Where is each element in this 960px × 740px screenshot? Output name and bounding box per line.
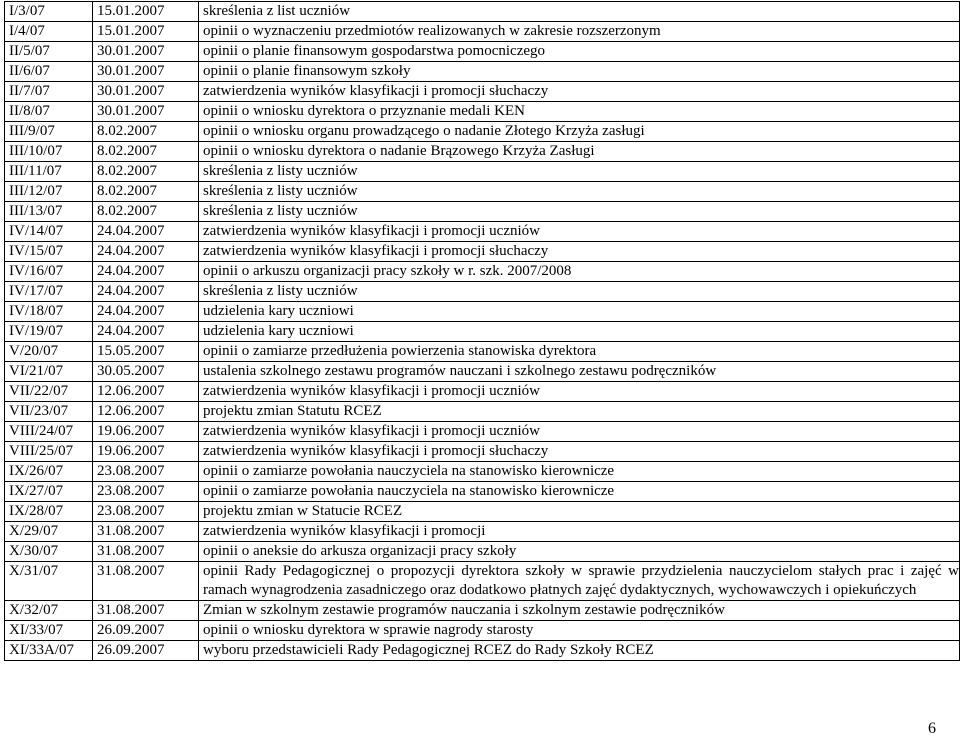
resolution-date: 8.02.2007 (93, 162, 199, 182)
resolution-description: opinii o planie finansowym szkoły (199, 62, 960, 82)
resolution-description: projektu zmian Statutu RCEZ (199, 402, 960, 422)
resolution-description: skreślenia z listy uczniów (199, 282, 960, 302)
resolution-date: 31.08.2007 (93, 601, 199, 621)
table-row (5, 262, 960, 282)
table-row (5, 202, 960, 222)
resolution-number: III/10/07 (5, 142, 93, 162)
resolution-number: VIII/25/07 (5, 442, 93, 462)
resolution-number: V/20/07 (5, 342, 93, 362)
resolution-description: projektu zmian w Statucie RCEZ (199, 502, 960, 522)
table-row (5, 102, 960, 122)
resolution-description: zatwierdzenia wyników klasyfikacji i promocji słuchaczy (199, 82, 960, 102)
resolution-number: IV/17/07 (5, 282, 93, 302)
resolution-date: 23.08.2007 (93, 502, 199, 522)
resolution-description: zatwierdzenia wyników klasyfikacji i promocji uczniów (199, 222, 960, 242)
table-row (5, 182, 960, 202)
resolution-number: II/7/07 (5, 82, 93, 102)
resolution-date: 15.05.2007 (93, 342, 199, 362)
resolution-date: 23.08.2007 (93, 482, 199, 502)
table-row (5, 442, 960, 462)
table-row (5, 302, 960, 322)
resolution-date: 15.01.2007 (93, 22, 199, 42)
resolution-number: II/6/07 (5, 62, 93, 82)
table-row (5, 282, 960, 302)
resolution-date: 24.04.2007 (93, 262, 199, 282)
resolution-description: udzielenia kary uczniowi (199, 302, 960, 322)
resolution-description: Zmian w szkolnym zestawie programów nauczania i szkolnym zestawie podręczników (199, 601, 960, 621)
resolution-number: IV/14/07 (5, 222, 93, 242)
resolution-date: 24.04.2007 (93, 322, 199, 342)
table-row (5, 2, 960, 22)
page-number: 6 (928, 720, 936, 737)
resolution-number: VII/22/07 (5, 382, 93, 402)
table-row (5, 562, 960, 601)
table-row (5, 621, 960, 641)
table-row (5, 641, 960, 661)
resolution-date: 19.06.2007 (93, 442, 199, 462)
resolution-description: opinii Rady Pedagogicznej o propozycji dyrektora szkoły w sprawie przydzielenia nauczycielom stałych prac i zajęć w ramach wynagrodzenia zasadniczego oraz dodatkowo płatnych zajęć dydaktycznych, wychowawczych i opiekuńczych (199, 562, 960, 601)
resolution-description: opinii o wniosku dyrektora o przyznanie medali KEN (199, 102, 960, 122)
resolution-number: IV/15/07 (5, 242, 93, 262)
table-row (5, 462, 960, 482)
resolution-number: IX/28/07 (5, 502, 93, 522)
resolution-description: opinii o planie finansowym gospodarstwa pomocniczego (199, 42, 960, 62)
table-row (5, 222, 960, 242)
resolution-description: opinii o wniosku organu prowadzącego o nadanie Złotego Krzyża zasługi (199, 122, 960, 142)
resolution-description: udzielenia kary uczniowi (199, 322, 960, 342)
table-row (5, 242, 960, 262)
table-row (5, 402, 960, 422)
resolution-description: opinii o wniosku dyrektora o nadanie Brązowego Krzyża Zasługi (199, 142, 960, 162)
table-row (5, 62, 960, 82)
resolution-number: II/5/07 (5, 42, 93, 62)
resolution-number: IX/27/07 (5, 482, 93, 502)
resolution-date: 30.01.2007 (93, 102, 199, 122)
resolution-description: skreślenia z listy uczniów (199, 162, 960, 182)
resolution-date: 31.08.2007 (93, 542, 199, 562)
table-row (5, 162, 960, 182)
resolution-date: 26.09.2007 (93, 621, 199, 641)
resolution-date: 12.06.2007 (93, 402, 199, 422)
resolution-number: XI/33/07 (5, 621, 93, 641)
resolution-number: VII/23/07 (5, 402, 93, 422)
resolution-description: zatwierdzenia wyników klasyfikacji i promocji uczniów (199, 422, 960, 442)
resolution-description: zatwierdzenia wyników klasyfikacji i promocji uczniów (199, 382, 960, 402)
resolution-description: zatwierdzenia wyników klasyfikacji i promocji słuchaczy (199, 242, 960, 262)
resolution-number: IV/16/07 (5, 262, 93, 282)
table-row (5, 542, 960, 562)
resolution-date: 26.09.2007 (93, 641, 199, 661)
table-row (5, 22, 960, 42)
resolution-description: opinii o zamiarze powołania nauczyciela na stanowisko kierownicze (199, 462, 960, 482)
resolution-number: III/12/07 (5, 182, 93, 202)
resolution-date: 24.04.2007 (93, 242, 199, 262)
resolution-date: 24.04.2007 (93, 302, 199, 322)
table-row (5, 522, 960, 542)
resolution-description: skreślenia z list uczniów (199, 2, 960, 22)
table-row (5, 142, 960, 162)
resolution-number: X/30/07 (5, 542, 93, 562)
table-row (5, 362, 960, 382)
resolution-description: opinii o aneksie do arkusza organizacji pracy szkoły (199, 542, 960, 562)
resolution-number: X/32/07 (5, 601, 93, 621)
resolution-description: opinii o zamiarze przedłużenia powierzenia stanowiska dyrektora (199, 342, 960, 362)
resolution-description: opinii o arkuszu organizacji pracy szkoły w r. szk. 2007/2008 (199, 262, 960, 282)
resolution-date: 31.08.2007 (93, 522, 199, 542)
resolution-description: zatwierdzenia wyników klasyfikacji i promocji słuchaczy (199, 442, 960, 462)
resolution-date: 8.02.2007 (93, 182, 199, 202)
resolution-date: 24.04.2007 (93, 282, 199, 302)
resolution-date: 19.06.2007 (93, 422, 199, 442)
table-row (5, 82, 960, 102)
table-row (5, 122, 960, 142)
resolution-description: opinii o wyznaczeniu przedmiotów realizowanych w zakresie rozszerzonym (199, 22, 960, 42)
resolution-description: skreślenia z listy uczniów (199, 182, 960, 202)
resolution-number: III/13/07 (5, 202, 93, 222)
resolutions-table-body (5, 2, 960, 661)
resolution-date: 30.01.2007 (93, 42, 199, 62)
resolution-description: zatwierdzenia wyników klasyfikacji i promocji (199, 522, 960, 542)
table-row (5, 502, 960, 522)
resolution-date: 12.06.2007 (93, 382, 199, 402)
table-row (5, 601, 960, 621)
resolution-date: 15.01.2007 (93, 2, 199, 22)
resolution-date: 23.08.2007 (93, 462, 199, 482)
table-row (5, 482, 960, 502)
resolution-number: III/9/07 (5, 122, 93, 142)
resolution-number: III/11/07 (5, 162, 93, 182)
resolution-number: II/8/07 (5, 102, 93, 122)
table-row (5, 42, 960, 62)
resolution-number: VIII/24/07 (5, 422, 93, 442)
resolution-date: 30.01.2007 (93, 62, 199, 82)
resolution-number: I/3/07 (5, 2, 93, 22)
resolution-description: opinii o zamiarze powołania nauczyciela na stanowisko kierownicze (199, 482, 960, 502)
resolutions-table (4, 1, 960, 661)
resolution-date: 8.02.2007 (93, 202, 199, 222)
resolution-date: 30.05.2007 (93, 362, 199, 382)
table-row (5, 382, 960, 402)
resolution-date: 31.08.2007 (93, 562, 199, 601)
resolution-description: ustalenia szkolnego zestawu programów nauczani i szkolnego zestawu podręczników (199, 362, 960, 382)
table-row (5, 322, 960, 342)
resolution-number: IV/18/07 (5, 302, 93, 322)
table-row (5, 422, 960, 442)
resolution-date: 30.01.2007 (93, 82, 199, 102)
resolution-number: I/4/07 (5, 22, 93, 42)
resolution-description: skreślenia z listy uczniów (199, 202, 960, 222)
resolution-number: VI/21/07 (5, 362, 93, 382)
resolution-date: 24.04.2007 (93, 222, 199, 242)
table-row (5, 342, 960, 362)
resolution-number: IX/26/07 (5, 462, 93, 482)
resolution-date: 8.02.2007 (93, 142, 199, 162)
resolution-description: opinii o wniosku dyrektora w sprawie nagrody starosty (199, 621, 960, 641)
resolution-number: X/29/07 (5, 522, 93, 542)
resolution-description: wyboru przedstawicieli Rady Pedagogicznej RCEZ do Rady Szkoły RCEZ (199, 641, 960, 661)
resolution-date: 8.02.2007 (93, 122, 199, 142)
resolution-number: X/31/07 (5, 562, 93, 601)
resolution-number: IV/19/07 (5, 322, 93, 342)
resolution-number: XI/33A/07 (5, 641, 93, 661)
